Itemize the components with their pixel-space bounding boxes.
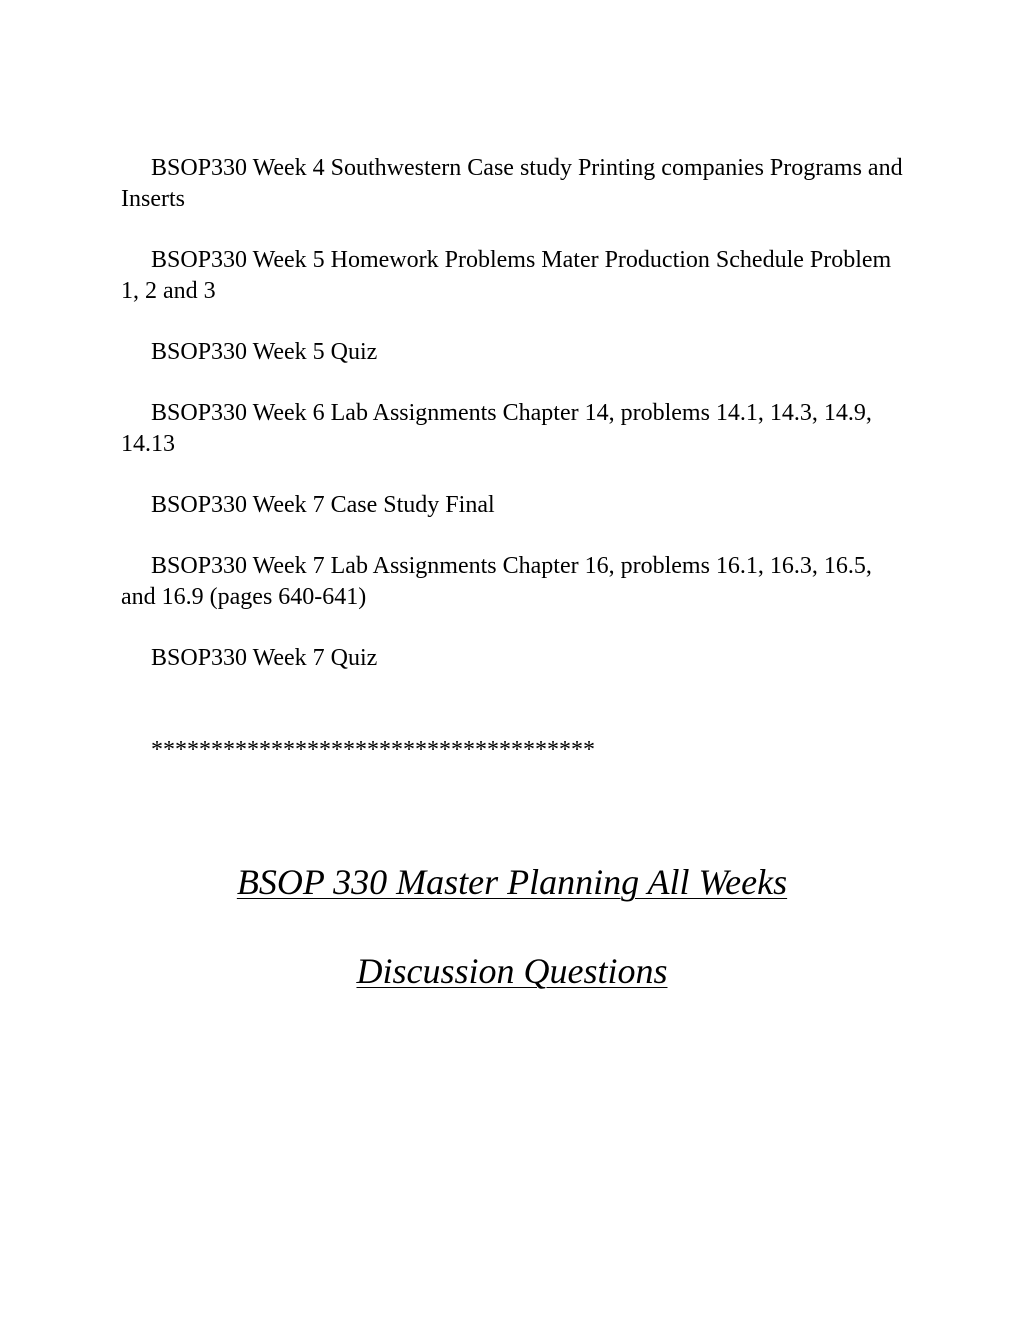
- assignment-list: [121, 153, 911, 704]
- list-item: BSOP330 Week 6 Lab Assignments Chapter 14, problems 14.1, 14.3, 14.9, 14.13: [121, 400, 872, 457]
- separator-line: *************************************: [151, 737, 595, 763]
- list-item: BSOP330 Week 5 Homework Problems Mater Production Schedule Problem 1, 2 and 3: [121, 247, 892, 304]
- list-item: BSOP330 Week 4 Southwestern Case study Printing companies Programs and Inserts: [121, 155, 903, 212]
- list-item: BSOP330 Week 5 Quiz: [151, 339, 378, 365]
- list-item: BSOP330 Week 7 Case Study Final: [151, 492, 495, 518]
- list-item: BSOP330 Week 7 Quiz: [151, 645, 378, 671]
- page-subtitle: Discussion Questions: [356, 951, 668, 991]
- list-item: BSOP330 Week 7 Lab Assignments Chapter 16, problems 16.1, 16.3, 16.5, and 16.9 (pages 640-641): [121, 553, 872, 610]
- page-title: BSOP 330 Master Planning All Weeks: [236, 862, 788, 902]
